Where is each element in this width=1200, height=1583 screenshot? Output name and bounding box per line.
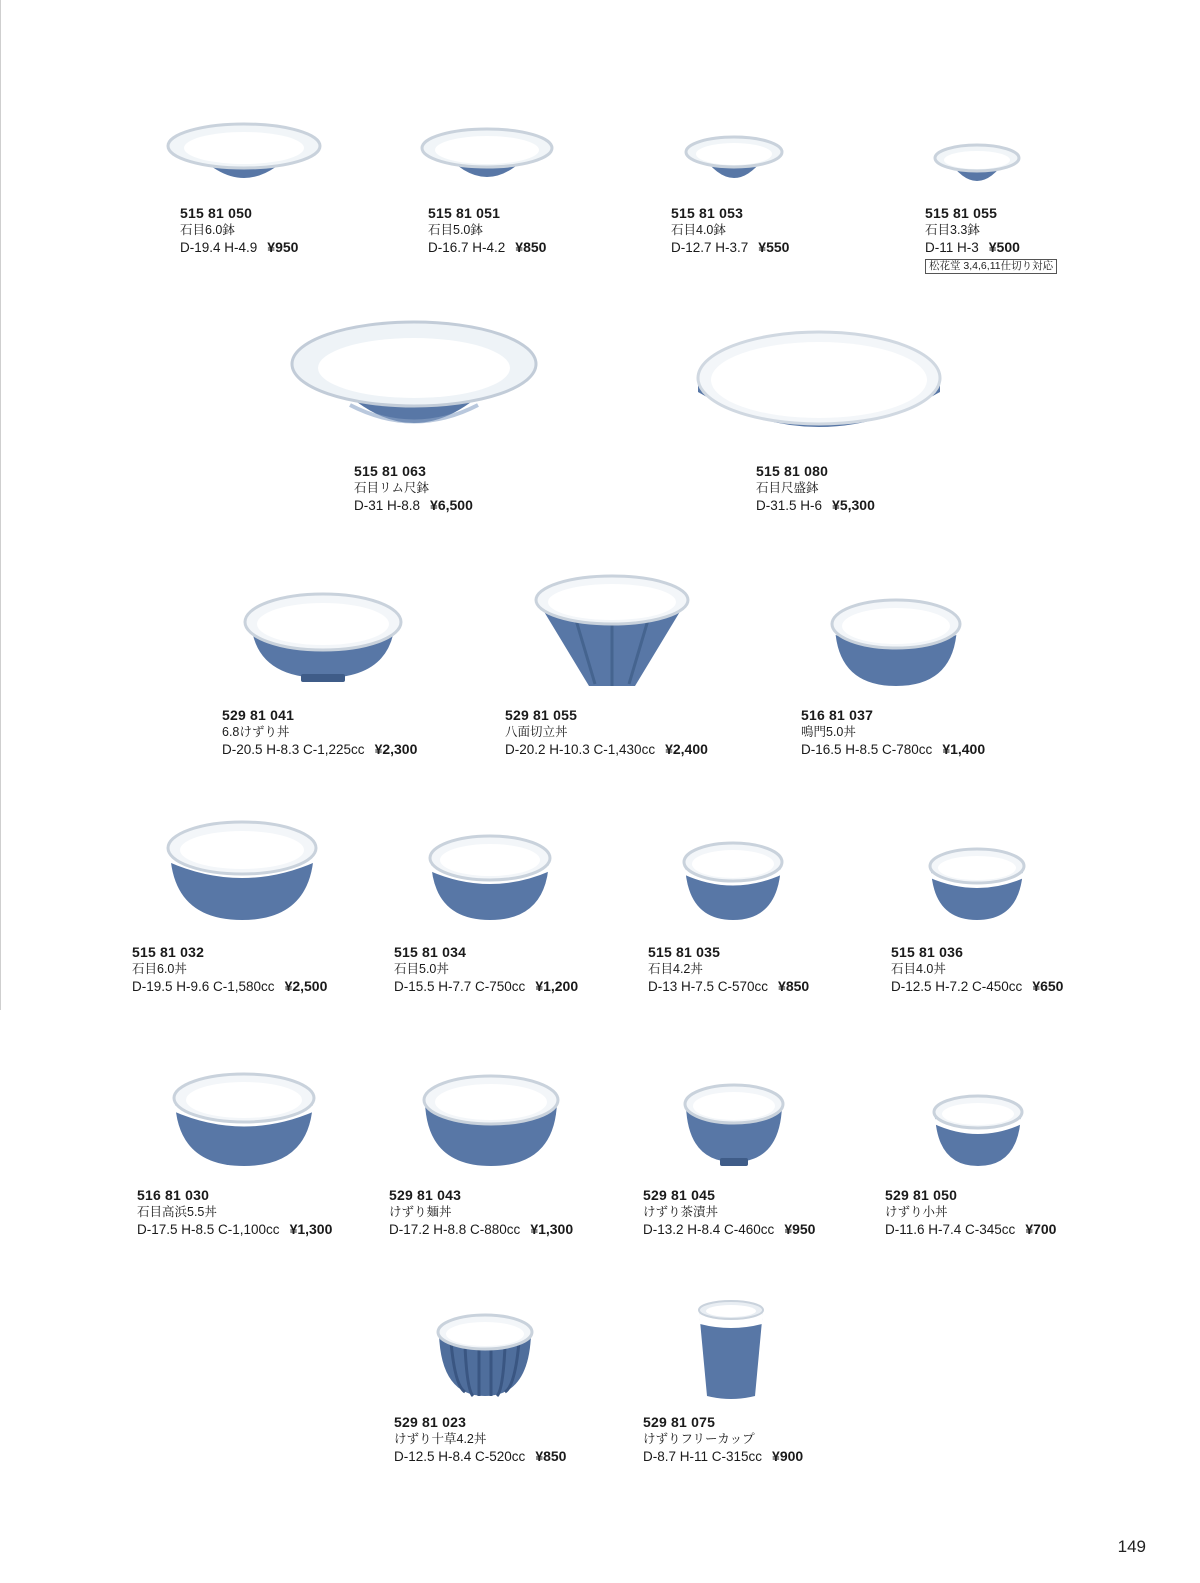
product-spec: D-11 H-3	[925, 240, 979, 255]
product-name: 石目尺盛鉢	[756, 481, 819, 495]
donburi-bowl-icon	[171, 1070, 317, 1174]
product-price: ¥500	[988, 239, 1020, 255]
product-code: 515 81 035	[648, 944, 721, 960]
product-code: 529 81 043	[389, 1187, 462, 1203]
donburi-bowl-icon	[927, 846, 1027, 926]
page-number: 149	[1117, 1537, 1146, 1556]
product-price: ¥1,300	[289, 1221, 333, 1237]
faceted-bowl-icon	[533, 574, 691, 694]
product-spec: D-12.5 H-8.4 C-520cc	[394, 1449, 526, 1464]
product-code: 515 81 051	[428, 205, 501, 221]
donburi-bowl-icon	[931, 1094, 1025, 1172]
product-name: 石目リム尺鉢	[354, 481, 430, 495]
product-spec: D-11.6 H-7.4 C-345cc	[885, 1222, 1016, 1237]
product-spec: D-19.4 H-4.9	[180, 240, 258, 255]
page-edge-line	[0, 0, 1, 1010]
product-code: 529 81 023	[394, 1414, 467, 1430]
product-price: ¥850	[778, 978, 810, 994]
product-code: 515 81 063	[354, 463, 427, 479]
product-name: 石目高浜5.5丼	[137, 1205, 217, 1219]
product-price: ¥2,400	[665, 741, 708, 757]
product-spec: D-17.5 H-8.5 C-1,100cc	[137, 1222, 280, 1237]
product-spec: D-20.5 H-8.3 C-1,225cc	[222, 742, 365, 757]
product-code: 515 81 036	[891, 944, 964, 960]
fluted-bowl-icon	[435, 1312, 535, 1404]
donburi-bowl-icon	[829, 594, 963, 694]
product-name: 石目5.0丼	[394, 962, 449, 976]
product-spec: D-12.5 H-7.2 C-450cc	[891, 979, 1023, 994]
product-price: ¥950	[267, 239, 299, 255]
product-name: けずり茶漬丼	[643, 1205, 719, 1219]
shallow-bowl-icon	[684, 128, 784, 186]
product-name: 八面切立丼	[505, 725, 568, 739]
product-name: 石目4.0鉢	[671, 223, 726, 237]
product-spec: D-31 H-8.8	[354, 498, 421, 513]
product-price: ¥850	[515, 239, 547, 255]
product-spec: D-15.5 H-7.7 C-750cc	[394, 979, 526, 994]
product-code: 515 81 080	[756, 463, 829, 479]
product-note: 松花堂 3,4,6,11仕切り対応	[925, 259, 1057, 274]
product-spec: D-31.5 H-6	[756, 498, 823, 513]
product-name: 鳴門5.0丼	[801, 725, 856, 739]
product-price: ¥850	[535, 1448, 567, 1464]
product-price: ¥1,300	[530, 1221, 574, 1237]
donburi-bowl-icon	[164, 816, 320, 928]
product-price: ¥2,500	[284, 978, 328, 994]
product-price: ¥6,500	[430, 497, 473, 513]
product-price: ¥550	[758, 239, 790, 255]
product-name: けずり十草4.2丼	[394, 1432, 487, 1446]
product-price: ¥1,200	[535, 978, 579, 994]
product-code: 529 81 055	[505, 707, 578, 723]
rim-bowl-icon	[290, 310, 538, 444]
product-name: 石目3.3鉢	[925, 223, 980, 237]
product-code: 529 81 050	[885, 1187, 958, 1203]
product-name: 石目5.0鉢	[428, 223, 483, 237]
donburi-bowl-icon	[681, 840, 785, 928]
product-name: 6.8けずり丼	[222, 725, 290, 739]
product-code: 529 81 075	[643, 1414, 716, 1430]
product-name: 石目4.2丼	[648, 962, 703, 976]
product-price: ¥1,400	[942, 741, 986, 757]
product-price: ¥650	[1032, 978, 1064, 994]
product-name: 石目4.0丼	[891, 962, 946, 976]
product-name: けずりフリーカップ	[643, 1432, 755, 1446]
shallow-bowl-icon	[933, 138, 1021, 188]
product-price: ¥700	[1025, 1221, 1057, 1237]
product-spec: D-19.5 H-9.6 C-1,580cc	[132, 979, 275, 994]
product-spec: D-13 H-7.5 C-570cc	[648, 979, 769, 994]
cup-icon	[695, 1298, 767, 1402]
product-spec: D-13.2 H-8.4 C-460cc	[643, 1222, 775, 1237]
donburi-bowl-icon	[421, 1072, 561, 1174]
product-name: 石目6.0鉢	[180, 223, 235, 237]
product-price: ¥900	[772, 1448, 804, 1464]
product-code: 515 81 055	[925, 205, 998, 221]
product-name: 石目6.0丼	[132, 962, 187, 976]
platter-icon	[694, 320, 944, 444]
product-code: 515 81 034	[394, 944, 467, 960]
product-name: けずり麺丼	[389, 1205, 452, 1219]
product-price: ¥950	[784, 1221, 816, 1237]
product-code: 515 81 032	[132, 944, 205, 960]
product-code: 529 81 041	[222, 707, 295, 723]
donburi-bowl-icon	[682, 1082, 786, 1172]
product-spec: D-12.7 H-3.7	[671, 240, 749, 255]
donburi-bowl-icon	[427, 832, 553, 928]
product-spec: D-16.7 H-4.2	[428, 240, 506, 255]
product-price: ¥2,300	[374, 741, 418, 757]
shallow-bowl-icon	[420, 118, 554, 186]
product-code: 515 81 053	[671, 205, 744, 221]
product-price: ¥5,300	[832, 497, 875, 513]
product-spec: D-16.5 H-8.5 C-780cc	[801, 742, 933, 757]
donburi-bowl-icon	[243, 582, 403, 686]
product-name: けずり小丼	[885, 1205, 948, 1219]
product-code: 516 81 037	[801, 707, 874, 723]
product-spec: D-8.7 H-11 C-315cc	[643, 1449, 763, 1464]
product-spec: D-17.2 H-8.8 C-880cc	[389, 1222, 521, 1237]
shallow-bowl-icon	[166, 110, 322, 188]
product-code: 529 81 045	[643, 1187, 716, 1203]
product-spec: D-20.2 H-10.3 C-1,430cc	[505, 742, 656, 757]
product-code: 516 81 030	[137, 1187, 210, 1203]
product-code: 515 81 050	[180, 205, 253, 221]
